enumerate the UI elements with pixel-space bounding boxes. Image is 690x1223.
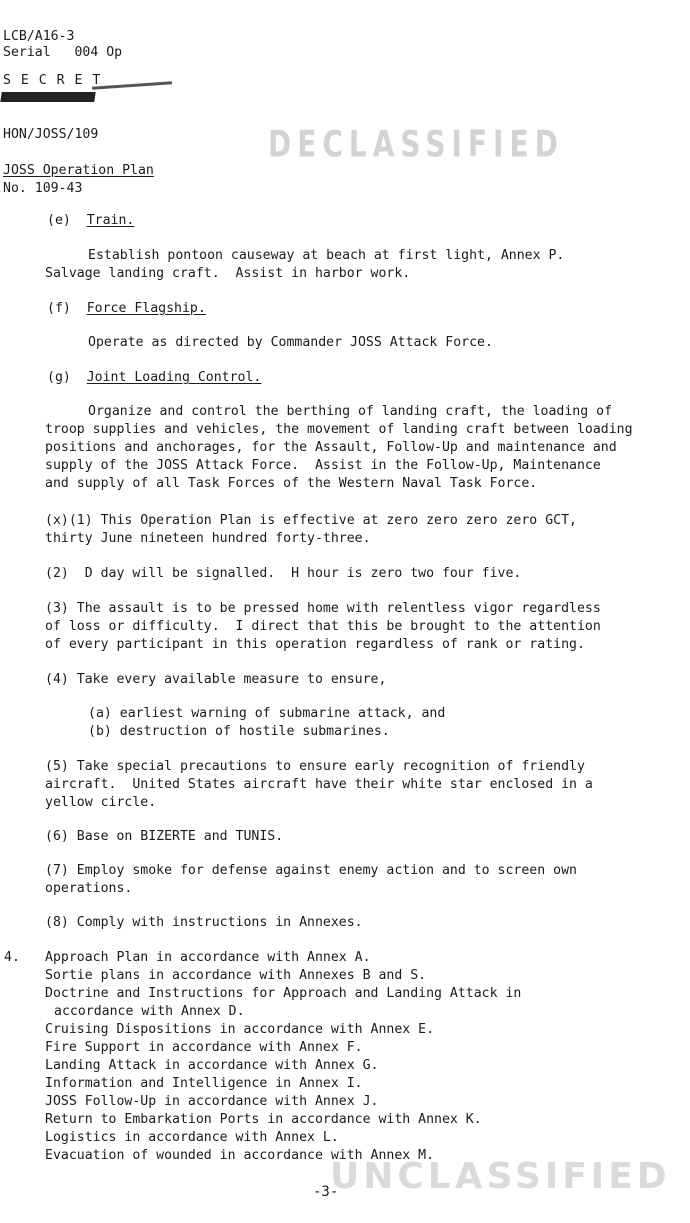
text-line bbox=[45, 967, 426, 985]
line-text: Fire Support in accordance with Annex F. bbox=[45, 1040, 363, 1055]
line-text: troop supplies and vehicles, the movement of landing craft between loading bbox=[45, 422, 633, 437]
text-line bbox=[45, 457, 601, 475]
line-text: (2) D day will be signalled. H hour is zero two four five. bbox=[45, 566, 522, 581]
text-line bbox=[45, 439, 617, 457]
text-line bbox=[45, 565, 521, 583]
text-line bbox=[4, 949, 20, 967]
line-text: (4) Take every available measure to ensure, bbox=[45, 672, 387, 687]
text-line bbox=[45, 1039, 363, 1057]
line-text: 4. bbox=[4, 950, 20, 965]
text-line bbox=[88, 403, 612, 421]
line-text: (6) Base on BIZERTE and TUNIS. bbox=[45, 829, 284, 844]
line-text: Approach Plan in accordance with Annex A. bbox=[45, 950, 371, 965]
text-line bbox=[45, 880, 132, 898]
text-line bbox=[45, 758, 585, 776]
heading-title: Train. bbox=[86, 213, 135, 228]
declassification-stamp: DECLASSIFIED bbox=[268, 122, 564, 166]
line-text: (g) bbox=[47, 370, 87, 385]
section-heading bbox=[47, 369, 261, 387]
text-line bbox=[45, 600, 601, 618]
line-text: (7) Employ smoke for defense against enemy action and to screen own bbox=[45, 863, 577, 878]
line-text: of every participant in this operation regardless of rank or rating. bbox=[45, 637, 585, 652]
line-text: (8) Comply with instructions in Annexes. bbox=[45, 915, 363, 930]
page-number: -3- bbox=[313, 1184, 339, 1200]
office-code: HON/JOSS/109 bbox=[3, 127, 99, 142]
line-text: JOSS Follow-Up in accordance with Annex J. bbox=[45, 1094, 379, 1109]
text-line bbox=[45, 475, 537, 493]
line-text: aircraft. United States aircraft have their white star enclosed in a bbox=[45, 777, 593, 792]
text-line bbox=[45, 618, 601, 636]
text-line bbox=[45, 914, 363, 932]
text-line bbox=[54, 1003, 245, 1021]
line-text: Information and Intelligence in Annex I. bbox=[45, 1076, 363, 1091]
heading-title: Joint Loading Control. bbox=[86, 370, 262, 385]
line-text: (a) earliest warning of submarine attack, and bbox=[88, 706, 446, 721]
unclassified-stamp: UNCLASSIFIED bbox=[330, 1156, 671, 1197]
text-line bbox=[45, 776, 593, 794]
text-line bbox=[45, 794, 156, 812]
text-line bbox=[45, 1075, 363, 1093]
text-line bbox=[45, 828, 283, 846]
text-line bbox=[88, 334, 493, 352]
text-line bbox=[45, 512, 577, 530]
heading-title: Force Flagship. bbox=[86, 301, 206, 316]
text-line bbox=[45, 1021, 434, 1039]
line-text: Operate as directed by Commander JOSS Attack Force. bbox=[88, 335, 493, 350]
section-heading bbox=[47, 212, 134, 230]
text-line bbox=[45, 1093, 378, 1111]
line-text: yellow circle. bbox=[45, 795, 157, 810]
line-text: accordance with Annex D. bbox=[54, 1004, 245, 1019]
line-text: Establish pontoon causeway at beach at first light, Annex P. bbox=[88, 248, 565, 263]
text-line bbox=[45, 265, 410, 283]
text-line bbox=[88, 723, 390, 741]
text-line bbox=[45, 1057, 378, 1075]
line-text: Sortie plans in accordance with Annexes B and S. bbox=[45, 968, 427, 983]
line-text: Logistics in accordance with Annex L. bbox=[45, 1130, 339, 1145]
line-text: operations. bbox=[45, 881, 133, 896]
line-text: Landing Attack in accordance with Annex G. bbox=[45, 1058, 379, 1073]
line-text: thirty June nineteen hundred forty-three. bbox=[45, 531, 371, 546]
text-line bbox=[45, 862, 577, 880]
line-text: (e) bbox=[47, 213, 87, 228]
line-text: (b) destruction of hostile submarines. bbox=[88, 724, 390, 739]
text-line bbox=[45, 421, 633, 439]
redaction-bar bbox=[0, 92, 95, 102]
text-line bbox=[45, 1129, 339, 1147]
text-line bbox=[88, 705, 445, 723]
line-text: Evacuation of wounded in accordance with Annex M. bbox=[45, 1148, 435, 1163]
file-reference: LCB/A16-3 bbox=[3, 29, 75, 44]
text-line bbox=[45, 636, 585, 654]
text-line bbox=[45, 949, 371, 967]
line-text: Organize and control the berthing of landing craft, the loading of bbox=[88, 404, 613, 419]
line-text: and supply of all Task Forces of the Western Naval Task Force. bbox=[45, 476, 538, 491]
line-text: Cruising Dispositions in accordance with Annex E. bbox=[45, 1022, 435, 1037]
line-text: (x)(1) This Operation Plan is effective at zero zero zero zero GCT, bbox=[45, 513, 577, 528]
line-text: positions and anchorages, for the Assault, Follow-Up and maintenance and bbox=[45, 440, 617, 455]
section-heading bbox=[47, 300, 206, 318]
classification-marking: S E C R E T bbox=[3, 73, 102, 88]
line-text: Return to Embarkation Ports in accordance with Annex K. bbox=[45, 1112, 482, 1127]
text-line bbox=[45, 530, 371, 548]
line-text: of loss or difficulty. I direct that this be brought to the attention bbox=[45, 619, 601, 634]
text-line bbox=[88, 247, 564, 265]
line-text: Doctrine and Instructions for Approach and Landing Attack in bbox=[45, 986, 522, 1001]
plan-number: No. 109-43 bbox=[3, 181, 83, 196]
redaction-scribble bbox=[92, 81, 172, 90]
plan-title: JOSS Operation Plan bbox=[3, 163, 154, 178]
line-text: supply of the JOSS Attack Force. Assist in the Follow-Up, Maintenance bbox=[45, 458, 601, 473]
line-text: (f) bbox=[47, 301, 87, 316]
line-text: Salvage landing craft. Assist in harbor work. bbox=[45, 266, 411, 281]
line-text: (3) The assault is to be pressed home with relentless vigor regardless bbox=[45, 601, 601, 616]
text-line bbox=[45, 985, 521, 1003]
serial-number: Serial 004 Op bbox=[3, 45, 123, 60]
text-line bbox=[45, 1111, 482, 1129]
line-text: (5) Take special precautions to ensure early recognition of friendly bbox=[45, 759, 585, 774]
text-line bbox=[45, 671, 386, 689]
